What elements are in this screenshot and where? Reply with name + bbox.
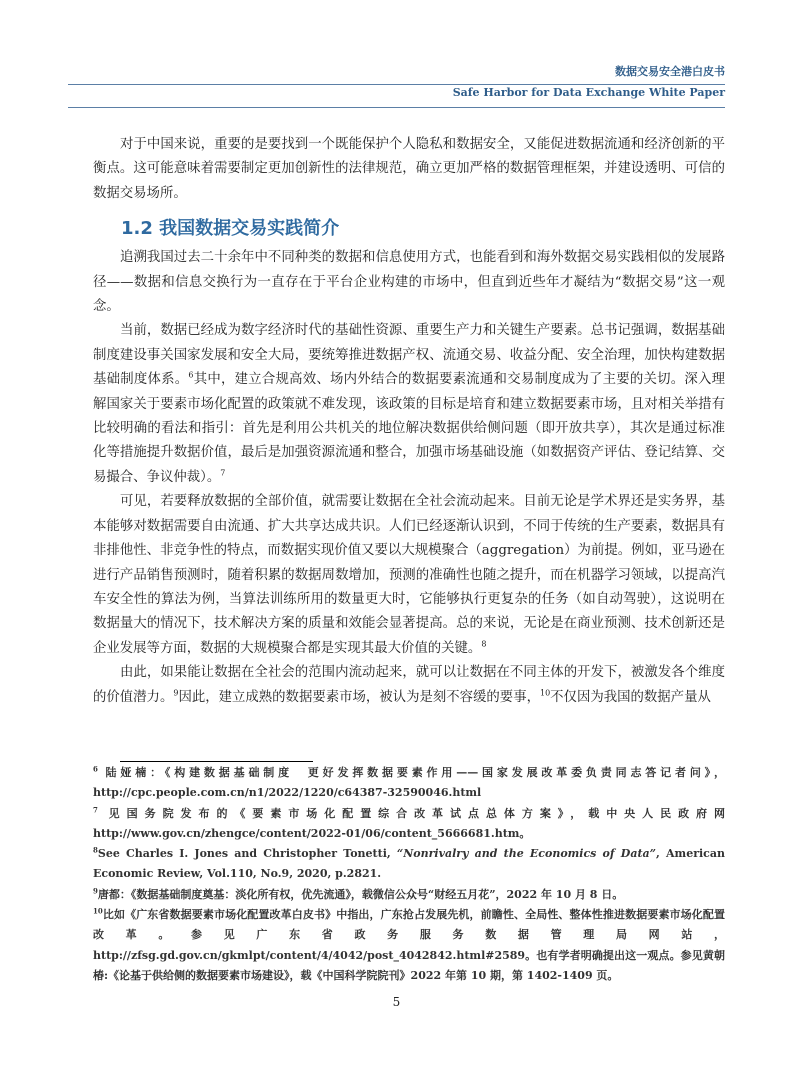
paragraph-4 [93, 661, 725, 710]
footnote-7-text: 见国务院发布的《要素市场化配置综合改革试点总体方案》，载中央人民政府网 http://www.gov.cn/zhengce/content/2022-01/06/content_5666681.htm。 [93, 806, 725, 840]
paragraph-4-part-a: 由此，如果能让数据在全社会的范围内流动起来，就可以让数据在不同主体的开发下，被激发各个维度的价值潜力。 [93, 665, 725, 705]
paragraph-1: 追溯我国过去二十余年中不同种类的数据和信息使用方式，也能看到和海外数据交易实践相似的发展路径——数据和信息交换行为一直存在于平台企业构建的市场中，但直到近些年才凝结为“数据交易”这一观念。 [93, 250, 725, 315]
header-divider-top [68, 84, 725, 85]
running-header [453, 64, 725, 100]
page-number: 5 [392, 995, 401, 1009]
footnote-ref-6[interactable]: 6 [188, 370, 194, 380]
footnote-8-article-title: “Nonrivalry and the Economics of Data” [396, 847, 657, 861]
header-divider-bottom [68, 107, 725, 108]
footnote-9-text: 唐都：《数据基础制度奠基：淡化所有权，优先流通》，载微信公众号“财经五月花”，2022 年 10 月 8 日。 [97, 887, 624, 901]
footnote-ref-10[interactable]: 10 [539, 688, 551, 698]
section-heading: 1.2 我国数据交易实践简介 [121, 218, 340, 240]
footnote-6-number: 6 [93, 764, 98, 774]
footnotes [93, 763, 725, 986]
paragraph-2-part-a: 当前，数据已经成为数字经济时代的基础性资源、重要生产力和关键生产要素。总书记强调，数据基础制度建设事关国家发展和安全大局，要统筹推进数据产权、流通交易、收益分配、安全治理，加快构建数据基础制度体系。 [93, 323, 725, 388]
footnote-8-text-a: See Charles I. Jones and Christopher Tonetti, [97, 847, 397, 861]
footnote-ref-8[interactable]: 8 [481, 639, 487, 649]
footnote-10-text: 比如《广东省数据要素市场化配置改革白皮书》中指出，广东抢占发展先机，前瞻性、全局性、整体性推进数据要素市场化配置改革。参见广东省政务服务数据管理局网站，http://zfsg.gd.gov.cn/gkmlpt/content/4/4042/post_4042842.html#2589。也有学者明确提出这一观点。参见黄朝椿:《论基于供给侧的数据要素市场建设》，载《中国科学院院刊》2022 年第 10 期，第 1402-1409 页。 [93, 908, 725, 982]
footnote-6-text: 陆娅楠：《构建数据基础制度 更好发挥数据要素作用——国家发展改革委负责同志答记者问》，http://cpc.people.com.cn/n1/2022/1220/c64387-32590046.html [93, 766, 725, 800]
footnote-9-number: 9 [93, 886, 98, 896]
paragraph-0: 对于中国来说，重要的是要找到一个既能保护个人隐私和数据安全，又能促进数据流通和经济创新的平衡点。这可能意味着需要制定更加创新性的法律规范，确立更加严格的数据管理框架，并建设透明、可信的数据交易场所。 [93, 137, 725, 201]
footnote-7 [93, 804, 725, 845]
footnote-ref-7[interactable]: 7 [220, 468, 226, 478]
footnote-10 [93, 905, 725, 986]
header-title-cn: 数据交易安全港白皮书 [615, 65, 725, 78]
paragraph-3-text: 可见，若要释放数据的全部价值，就需要让数据在全社会流动起来。目前无论是学术界还是实务界，基本能够对数据需要自由流通、扩大共享达成共识。人们已经逐渐认识到，不同于传统的生产要素，数据具有非排他性、非竞争性的特点，而数据实现价值又要以大规模聚合（aggregation）为前提。例如，亚马逊在进行产品销售预测时，随着积累的数据周数增加，预测的准确性也随之提升，而在机器学习领域，以提高汽车安全性的算法为例，当算法训练所用的数量更大时，它能够执行更复杂的任务（如自动驾驶），这说明在数据量大的情况下，技术解决方案的质量和效能会显著提高。总的来说，无论是在商业预测、技术创新还是企业发展等方面，数据的大规模聚合都是实现其最大价值的关键。 [93, 494, 725, 656]
paragraph-4-part-c: 不仅因为我国的数据产量从 [550, 689, 711, 705]
footnote-ref-9[interactable]: 9 [173, 688, 179, 698]
footnote-8-text-b: , American Economic Review, Vol.110, No.9, 2020, p.2821. [93, 847, 725, 881]
footnote-8 [93, 844, 725, 885]
footnote-divider [120, 761, 313, 762]
footnote-7-number: 7 [93, 804, 98, 814]
main-body [93, 133, 725, 710]
footnote-9 [93, 885, 725, 905]
paragraph-2 [93, 319, 725, 490]
paragraph-3 [93, 490, 725, 661]
paragraph-4-part-b: 因此，建立成熟的数据要素市场，被认为是刻不容缓的要事， [178, 689, 540, 705]
header-title-en: Safe Harbor for Data Exchange White Paper [452, 86, 725, 99]
footnote-8-number: 8 [93, 845, 98, 855]
footnote-10-number: 10 [93, 906, 103, 916]
paragraph-2-part-b: 其中，建立合规高效、场内外结合的数据要素流通和交易制度成为了主要的关切。深入理解国家关于要素市场化配置的政策就不难发现，该政策的目标是培育和建立数据要素市场，且对相关举措有比较明确的看法和指引：首先是利用公共机关的地位解决数据供给侧问题（即开放共享），其次是通过标准化等措施提升数据价值，最后是加强资源流通和整合，加强市场基础设施（如数据资产评估、登记结算、交易撮合、争议仲裁）。 [93, 372, 726, 485]
footnote-6 [93, 763, 725, 804]
